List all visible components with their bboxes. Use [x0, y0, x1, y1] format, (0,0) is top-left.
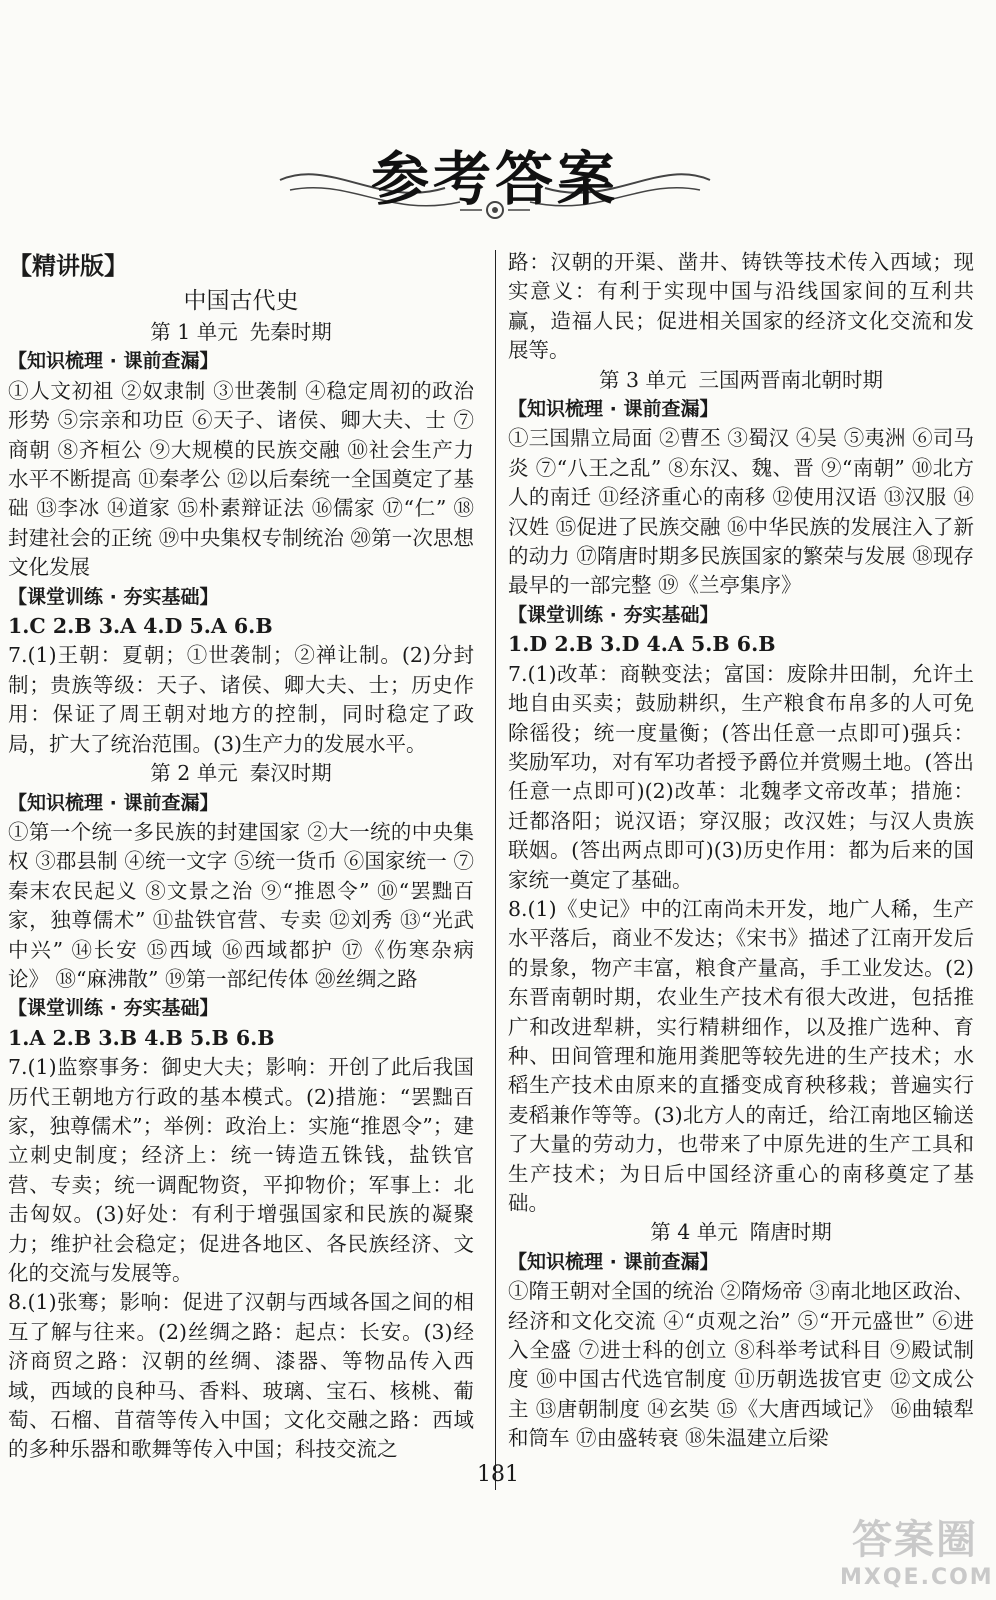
- answer-paragraph: ①三国鼎立局面 ②曹丕 ③蜀汉 ④吴 ⑤夷洲 ⑥司马炎 ⑦“八王之乱” ⑧东汉、魏、晋 ⑨“南朝” ⑩北方人的南迁 ⑪经济重心的南移 ⑫使用汉语 ⑬汉服 ⑭汉姓 ⑮促进了民族交融 ⑯中华民族的发展注入了新的动力 ⑰隋唐时期多民族国家的繁荣与发展 ⑱现存最早的一部完整 ⑲《兰亭集序》: [508, 426, 974, 598]
- unit-number: 第 3 单元: [598, 367, 687, 392]
- watermark-logo: [840, 1508, 994, 1596]
- choice-answers: 1.D 2.B 3.D 4.A 5.B 6.B: [508, 632, 776, 657]
- unit-name: 隋唐时期: [749, 1220, 832, 1245]
- subject-heading: 中国古代史: [183, 288, 299, 314]
- answer-paragraph: 8.(1)《史记》中的江南尚未开发，地广人稀，生产水平落后，商业不发达；《宋书》描述了江南开发后的景象，物产丰富，粮食产量高，手工业发达。(2)东晋南朝时期，农业生产技术有很大改进，包括推广和改进犁耕，实行精耕细作，以及推广选种、育种、田间管理和施用粪肥等较先进的生产技术；水稻生产技术由原来的直播变成育秧移栽；普遍实行麦稻兼作等等。(3)北方人的南迁，给江南地区输送了大量的劳动力，也带来了中原先进的生产工具和生产技术；为日后中国经济重心的南移奠定了基础。: [508, 896, 974, 1215]
- choice-answers: 1.A 2.B 3.B 4.B 5.B 6.B: [8, 1025, 275, 1050]
- answer-paragraph: 8.(1)张骞；影响：促进了汉朝与西域各国之间的相互了解与往来。(2)丝绸之路：起点：长安。(3)经济商贸之路：汉朝的丝绸、漆器、等物品传入西域，西域的良种马、香料、玻璃、宝石、核桃、葡萄、石榴、苜蓿等传入中国；文化交融之路：西域的多种乐器和歌舞等传入中国；科技交流之: [8, 1290, 474, 1462]
- answer-paragraph: ①隋王朝对全国的统治 ②隋炀帝 ③南北地区政治、经济和文化交流 ④“贞观之治” ⑤“开元盛世” ⑥进入全盛 ⑦进士科的创立 ⑧科举考试科目 ⑨殿试制度 ⑩中国古代选官制度 ⑪历朝选拔官吏 ⑫文成公主 ⑬唐朝制度 ⑭玄奘 ⑮《大唐西域记》 ⑯曲辕犁和筒车 ⑰由盛转衰 ⑱朱温建立后梁: [508, 1279, 974, 1451]
- section-heading: 【知识梳理 · 课前查漏】: [508, 398, 719, 421]
- section-heading: 【课堂训练 · 夯实基础】: [8, 585, 219, 608]
- unit-heading: [508, 1218, 974, 1247]
- section-heading: 【知识梳理 · 课前查漏】: [508, 1250, 719, 1273]
- unit-heading: [508, 366, 974, 395]
- unit-number: 第 4 单元: [650, 1220, 738, 1245]
- watermark-text: 答案圈: [852, 1517, 978, 1563]
- unit-number: 第 1 单元: [150, 320, 238, 344]
- page-number: 181: [477, 1462, 519, 1487]
- unit-heading: [8, 759, 474, 788]
- answer-paragraph: 7.(1)改革：商鞅变法；富国：废除井田制，允许土地自由买卖；鼓励耕织，生产粮食布帛多的人可免除徭役；统一度量衡；(答出任意一点即可)强兵：奖励军功，对有军功者授予爵位并赏赐土地。(答出任意一点即可)(2)改革：北魏孝文帝改革；措施：迁都洛阳；说汉语；穿汉服；改汉姓；与汉人贵族联姻。(答出两点即可)(3)历史作用：都为后来的国家统一奠定了基础。: [508, 661, 974, 892]
- unit-heading: [8, 318, 474, 347]
- answer-paragraph: 路：汉朝的开渠、凿井、铸铁等技术传入西域；现实意义：有利于实现中国与沿线国家间的互利共赢，造福人民；促进相关国家的经济文化交流和发展等。: [508, 250, 974, 363]
- section-heading: 【知识梳理 · 课前查漏】: [8, 350, 219, 373]
- unit-name: 三国两晋南北朝时期: [698, 367, 884, 392]
- unit-name: 秦汉时期: [249, 761, 332, 786]
- choice-answers: 1.C 2.B 3.A 4.D 5.A 6.B: [8, 614, 273, 639]
- left-column: [8, 248, 474, 1465]
- section-heading: 【知识梳理 · 课前查漏】: [8, 791, 219, 814]
- answer-paragraph: 7.(1)王朝：夏朝；①世袭制；②禅让制。(2)分封制；贵族等级：天子、诸侯、卿大夫、士；历史作用：保证了周王朝对地方的控制，同时稳定了政局，扩大了统治范围。(3)生产力的发展水平。: [8, 643, 474, 756]
- section-heading: 【课堂训练 · 夯实基础】: [8, 997, 219, 1020]
- column-divider: [495, 250, 496, 1490]
- answer-paragraph: 7.(1)监察事务：御史大夫；影响：开创了此后我国历代王朝地方行政的基本模式。(2)措施：“罢黜百家，独尊儒术”；举例：政治上：实施“推恩令”；建立刺史制度；经济上：统一铸造五铢钱，盐铁官营、专卖；统一调配物资，平抑物价；军事上：北击匈奴。(3)好处：有利于增强国家和民族的凝聚力；维护社会稳定；促进各地区、各民族经济、文化的交流与发展等。: [8, 1055, 474, 1285]
- answer-paragraph: ①第一个统一多民族的封建国家 ②大一统的中央集权 ③郡县制 ④统一文字 ⑤统一货币 ⑥国家统一 ⑦秦末农民起义 ⑧文景之治 ⑨“推恩令” ⑩“罢黜百家，独尊儒术” ⑪盐铁官营、专卖 ⑫刘秀 ⑬“光武中兴” ⑭长安 ⑮西域 ⑯西域都护 ⑰《伤寒杂病论》 ⑱“麻沸散” ⑲第一部纪传体 ⑳丝绸之路: [8, 819, 474, 991]
- watermark-url: MXQE.COM: [840, 1565, 994, 1590]
- answer-paragraph: ①人文初祖 ②奴隶制 ③世袭制 ④稳定周初的政治形势 ⑤宗亲和功臣 ⑥天子、诸侯、卿大夫、士 ⑦商朝 ⑧齐桓公 ⑨大规模的民族交融 ⑩社会生产力水平不断提高 ⑪秦孝公 ⑫以后秦统一全国奠定了基础 ⑬李冰 ⑭道家 ⑮朴素辩证法 ⑯儒家 ⑰“仁” ⑱封建社会的正统 ⑲中央集权专制统治 ⑳第一次思想文化发展: [8, 378, 474, 580]
- section-heading: 【课堂训练 · 夯实基础】: [508, 603, 719, 626]
- unit-name: 先秦时期: [249, 320, 332, 344]
- edition-label: 【精讲版】: [8, 252, 128, 280]
- page-title: 参考答案: [370, 145, 619, 213]
- title-banner: [270, 118, 720, 228]
- right-column: [508, 248, 974, 1454]
- unit-number: 第 2 单元: [150, 761, 238, 786]
